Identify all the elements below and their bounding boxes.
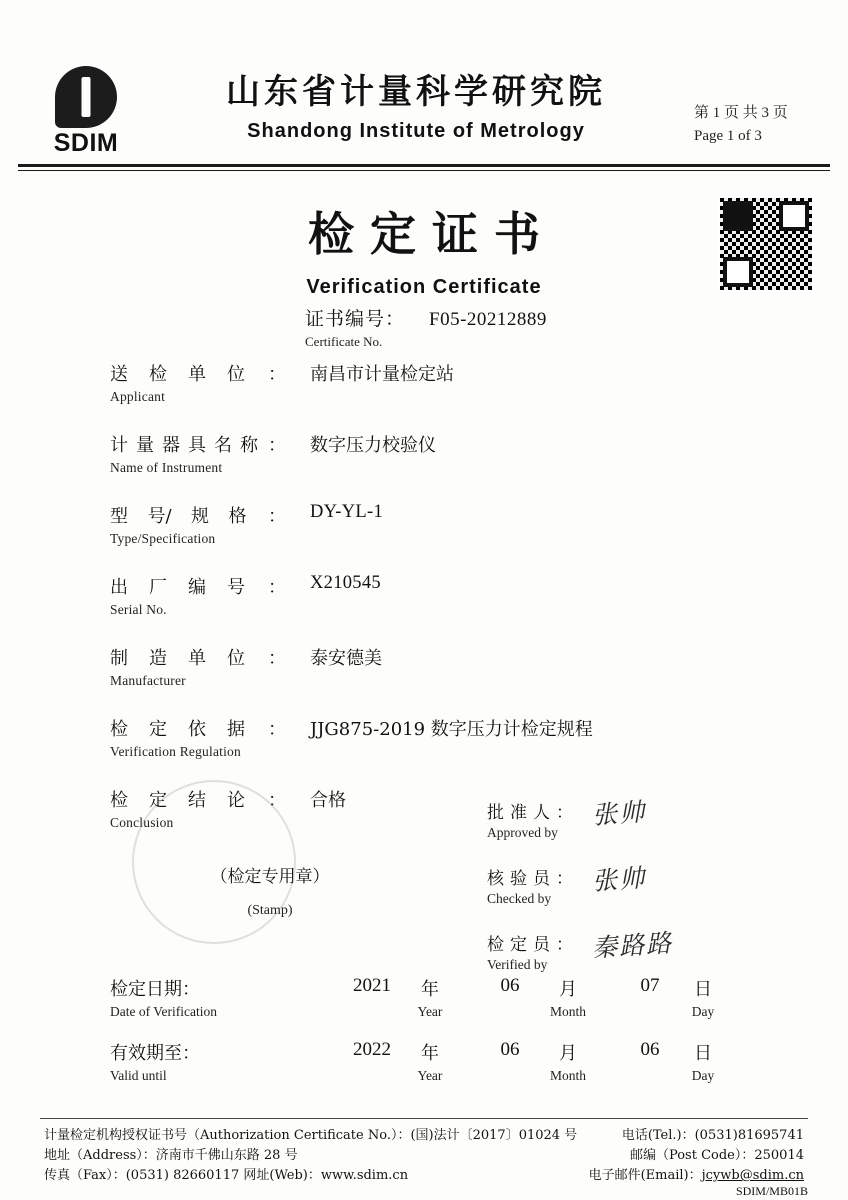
stamp-label-cn: （检定专用章） (210, 867, 330, 887)
certificate-number-label-en: Certificate No. (305, 334, 383, 349)
label-char: 单 (188, 648, 206, 669)
label-char: 依 (188, 719, 206, 740)
field-value-instrument-name: 数字压力校验仪 (310, 435, 436, 456)
label-char: 检 (487, 935, 504, 955)
label-char: 位 (227, 648, 245, 669)
field-value-manufacturer: 泰安德美 (310, 648, 382, 669)
label-char: 定 (149, 719, 167, 740)
signature-value-checked-by: 张帅 (591, 863, 648, 896)
field-serial-number (110, 573, 800, 617)
certificate-title-en: Verification Certificate (306, 276, 542, 298)
field-label-cn (110, 360, 286, 386)
field-value-conclusion: 合格 (310, 790, 346, 811)
page-indicator-cn: 第 1 页 共 3 页 (694, 105, 788, 121)
label-char: 核 (487, 869, 504, 889)
label-char: 制 (110, 648, 128, 669)
date-month-number: 06 (500, 975, 520, 996)
certificate-title-cn: 检定证书 (308, 207, 556, 261)
signature-value-verified-by: 秦路路 (591, 928, 675, 963)
field-value-serial-number: X210545 (310, 573, 381, 593)
label-char: 验 (510, 869, 527, 889)
date-label-cn: 有效期至： (110, 1043, 200, 1064)
label-char: 号/ (147, 506, 172, 527)
label-char: 号 (227, 577, 245, 598)
footer-postcode: 邮编（Post Code）：250014 (630, 1148, 804, 1164)
date-month-unit (535, 1039, 601, 1084)
label-char: 检 (110, 790, 128, 811)
date-day-unit (675, 975, 731, 1020)
institute-name-cn: 山东省计量科学研究院 (226, 72, 606, 112)
label-char: 厂 (149, 577, 167, 598)
date-year-number: 2021 (353, 975, 391, 996)
date-year-unit-en: Year (417, 1068, 443, 1083)
date-label-en: Date of Verification (110, 1004, 217, 1019)
date-day-unit-en: Day (691, 1004, 715, 1019)
label-char: 位 (227, 364, 245, 385)
field-instrument-name (110, 431, 800, 475)
label-char: 据 (227, 719, 245, 740)
date-year-unit (400, 1039, 460, 1084)
date-month-number: 06 (500, 1039, 520, 1060)
date-block (110, 975, 790, 1095)
field-value-applicant: 南昌市计量检定站 (310, 364, 454, 385)
date-month-unit (535, 975, 601, 1020)
field-type-specification (110, 502, 800, 546)
field-label-cn (110, 715, 286, 741)
footer-telephone: 电话(Tel.)：(0531)81695741 (621, 1128, 804, 1143)
label-char: 称 (240, 435, 258, 456)
page-indicator-en: Page 1 of 3 (694, 127, 762, 144)
field-verification-regulation (110, 715, 800, 759)
header-rule-thin (18, 170, 830, 171)
signature-label-cn (487, 930, 573, 955)
field-label-en: Name of Instrument (110, 460, 223, 475)
label-char: 结 (188, 790, 206, 811)
footer-fax-web: 传真（Fax）：(0531) 82660117 网址(Web)：www.sdim.cn (44, 1168, 409, 1184)
footer-email-link[interactable]: jcywb@sdim.cn (701, 1168, 804, 1184)
date-day-unit-cn: 日 (694, 979, 712, 1000)
date-year-number: 2022 (353, 1039, 391, 1060)
label-colon: ： (556, 935, 573, 955)
header-rule-thick (18, 164, 830, 167)
date-year-unit-cn: 年 (421, 979, 439, 1000)
label-char: 单 (188, 364, 206, 385)
field-label-en: Conclusion (110, 815, 174, 830)
field-label-cn (110, 573, 286, 599)
sdim-logo-icon (55, 66, 117, 128)
label-char: 准 (510, 803, 527, 823)
label-char: 批 (487, 803, 504, 823)
label-colon: ： (268, 790, 286, 811)
signature-checked-by (487, 864, 787, 918)
signature-approved-by (487, 798, 787, 852)
date-day-unit-cn: 日 (694, 1043, 712, 1064)
stamp-area (110, 800, 430, 919)
signature-label-en: Verified by (487, 957, 548, 972)
label-colon: ： (556, 869, 573, 889)
label-char: 员 (533, 935, 550, 955)
label-colon: ： (268, 435, 286, 456)
label-char: 检 (110, 719, 128, 740)
document-header (34, 62, 814, 158)
field-label-en: Applicant (110, 389, 166, 404)
field-value-type-specification: DY-YL-1 (310, 502, 384, 522)
label-colon: ： (268, 364, 286, 385)
label-colon: ： (268, 719, 286, 740)
label-char: 量 (136, 435, 154, 456)
stamp-label-en: (Stamp) (247, 903, 293, 918)
label-colon: ： (268, 648, 286, 669)
date-day-unit (675, 1039, 731, 1084)
date-month-unit-cn: 月 (559, 979, 577, 1000)
stamp-impression-icon (132, 780, 296, 944)
signature-label-cn (487, 798, 573, 823)
date-label-en: Valid until (110, 1068, 167, 1083)
qr-finder-icon (779, 201, 809, 231)
label-char: 格 (228, 506, 247, 527)
label-char: 人 (533, 803, 550, 823)
certificate-number-block (305, 304, 735, 350)
page-indicator (694, 62, 814, 147)
date-day-unit-en: Day (691, 1068, 715, 1083)
date-year-unit-en: Year (417, 1004, 443, 1019)
label-char: 具 (188, 435, 206, 456)
field-label-cn (110, 502, 286, 528)
field-label-en: Serial No. (110, 602, 167, 617)
form-code: SDIM/MB01B (735, 1184, 808, 1198)
certificate-number-label-cn: 证书编号： (305, 308, 406, 330)
footer-divider (40, 1118, 808, 1119)
label-char: 计 (110, 435, 128, 456)
label-colon: ： (268, 577, 286, 598)
field-applicant (110, 360, 800, 404)
label-char: 定 (149, 790, 167, 811)
field-label-cn (110, 431, 286, 457)
date-month-unit-en: Month (549, 1068, 586, 1083)
label-char: 出 (110, 577, 128, 598)
field-label-en: Manufacturer (110, 673, 186, 688)
label-char: 造 (149, 648, 167, 669)
certificate-number-value: F05-20212889 (429, 309, 547, 330)
institute-titles (138, 62, 694, 143)
qr-code-icon (718, 196, 814, 292)
footer-email-label: 电子邮件(Email)： (588, 1168, 702, 1184)
label-char: 型 (110, 506, 128, 527)
date-month-unit-en: Month (549, 1004, 586, 1019)
date-label-cn: 检定日期： (110, 979, 200, 1000)
footer-authorization: 计量检定机构授权证书号（Authorization Certificate No.）：(国)法计〔2017〕01024 号 (44, 1128, 578, 1143)
document-footer (44, 1126, 804, 1186)
signature-label-en: Approved by (487, 825, 558, 840)
label-char: 送 (110, 364, 128, 385)
label-char: 名 (214, 435, 232, 456)
field-label-cn (110, 644, 286, 670)
institute-name-en: Shandong Institute of Metrology (247, 120, 585, 142)
date-day-number: 06 (640, 1039, 660, 1060)
signature-value-approved-by: 张帅 (591, 797, 648, 830)
field-value-verification-regulation: JJG875-2019 数字压力计检定规程 (310, 719, 593, 740)
field-label-en: Verification Regulation (110, 744, 241, 759)
date-day-number: 07 (640, 975, 660, 996)
field-label-en: Type/Specification (110, 531, 216, 546)
label-colon: ： (267, 506, 286, 527)
logo-block (34, 62, 138, 158)
label-char: 员 (533, 869, 550, 889)
date-month-unit-cn: 月 (559, 1043, 577, 1064)
signature-label-cn (487, 864, 573, 889)
label-char: 定 (510, 935, 527, 955)
label-char: 检 (149, 364, 167, 385)
date-year-unit (400, 975, 460, 1020)
date-of-verification-row (110, 975, 790, 1031)
field-manufacturer (110, 644, 800, 688)
valid-until-row (110, 1039, 790, 1095)
signature-block (487, 798, 787, 996)
signature-label-en: Checked by (487, 891, 552, 906)
label-char: 论 (227, 790, 245, 811)
label-colon: ： (556, 803, 573, 823)
footer-address: 地址（Address）：济南市千佛山东路 28 号 (44, 1148, 298, 1164)
logo-text: SDIM (53, 129, 119, 157)
label-char: 规 (191, 506, 210, 527)
date-year-unit-cn: 年 (421, 1043, 439, 1064)
label-char: 器 (162, 435, 180, 456)
label-char: 编 (188, 577, 206, 598)
